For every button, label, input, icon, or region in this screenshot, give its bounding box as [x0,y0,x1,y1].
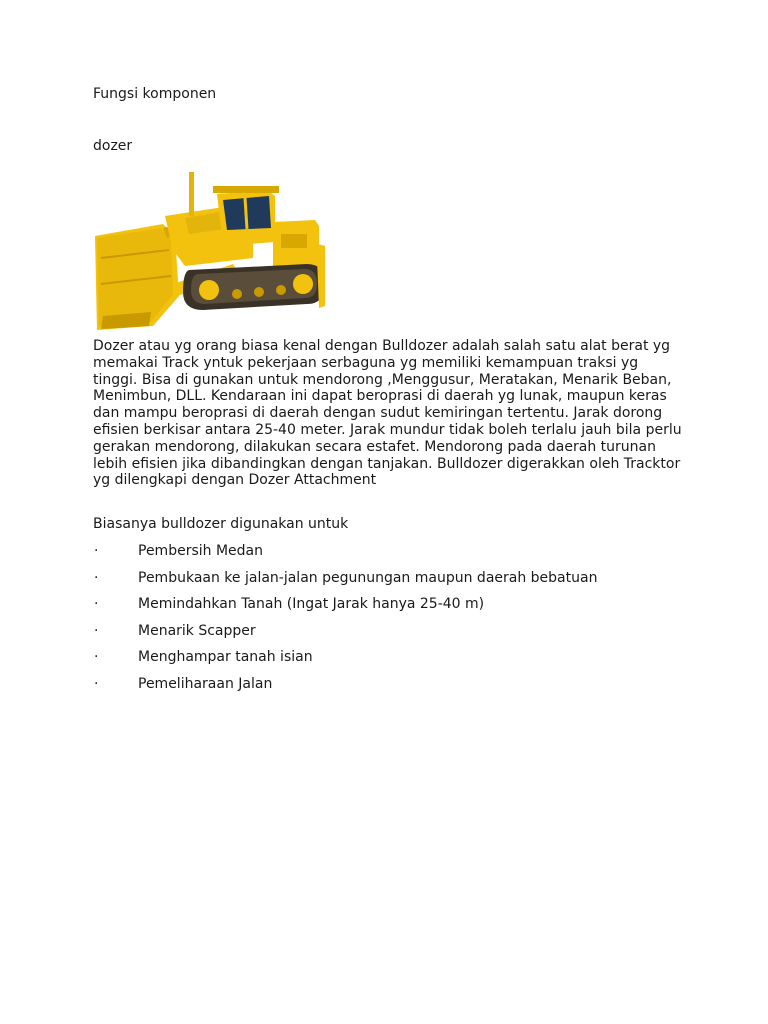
list-item-text: Pembukaan ke jalan-jalan pegunungan maupun daerah bebatuan [138,569,598,586]
list-item-text: Menarik Scapper [138,622,256,639]
bullet-icon: · [94,569,99,586]
list-item-text: Memindahkan Tanah (Ingat Jarak hanya 25-40 m) [138,596,485,613]
list-intro: Biasanya bulldozer digunakan untuk [93,516,349,532]
section-heading: dozer [93,138,133,154]
list-item-text: Pembersih Medan [138,543,263,559]
list-item-text: Pemeliharaan Jalan [138,675,273,692]
bullet-icon: · [94,675,99,692]
bulldozer-image [93,166,327,332]
bullet-icon: · [94,622,99,639]
bullet-icon: · [94,649,99,666]
description-paragraph: Dozer atau yg orang biasa kenal dengan Bulldozer adalah salah satu alat berat yg memakai Track yntuk pekerjaan serbaguna yg memiliki kemampuan traksi yg tinggi. Bisa di gunakan untuk mendorong ,Menggusur, Meratakan, Menarik Beban, Menimbun, DLL. Kendaraan ini dapat beroprasi di daerah yg lunak, maupun keras dan mampu beroprasi di daerah dengan sudut kemiringan tertentu. Jarak dorong efisien berkisar antara 25-40 meter. Jarak mundur tidak boleh terlalu jauh bila perlu gerakan mendorong, dilakukan secara estafet. Mendorong pada daerah turunan lebih efisien jika dibandingkan dengan tanjakan. Bulldozer digerakkan oleh Tracktor yg dilengkapi dengan Dozer Attachment [93,338,682,489]
bullet-icon: · [94,596,99,613]
list-item-text: Menghampar tanah isian [138,649,313,666]
document-title: Fungsi komponen [93,86,217,102]
bullet-icon: · [94,543,99,559]
